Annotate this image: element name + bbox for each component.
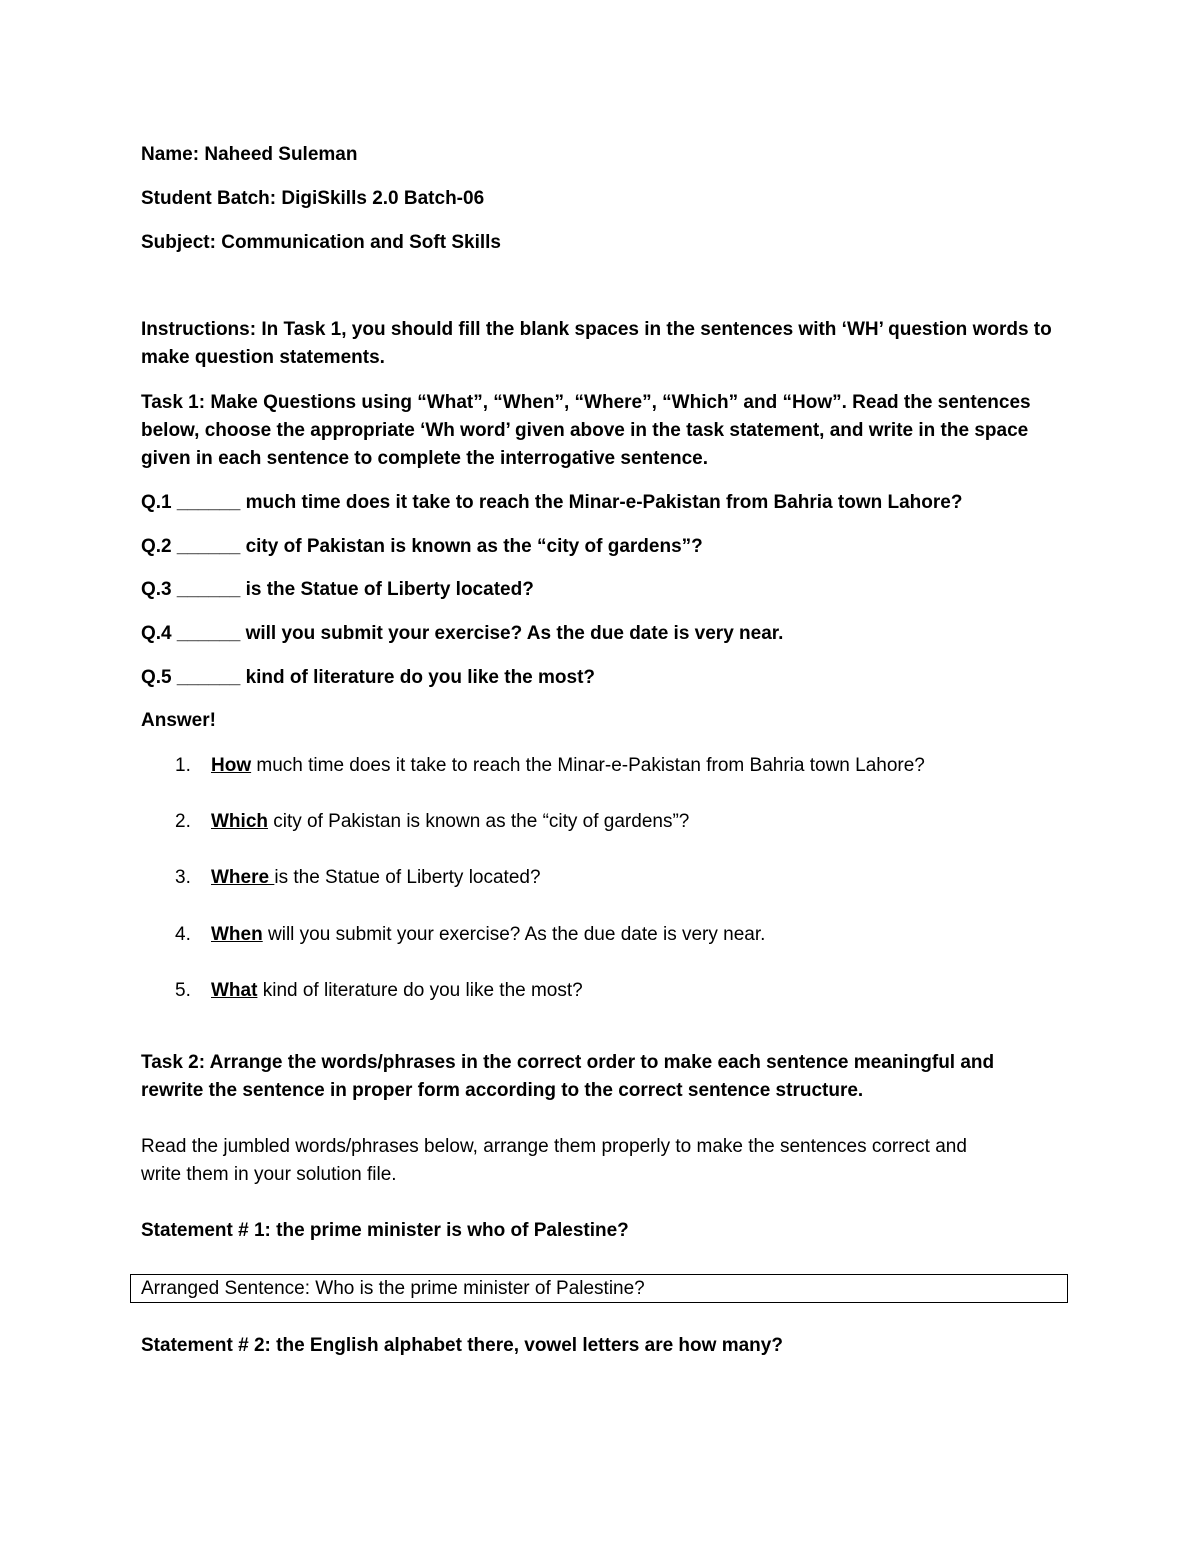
answer-item [175,864,541,892]
answer-item [175,977,583,1005]
question-3: Q.3 ______ is the Statue of Liberty located? [141,579,534,600]
answer-word: How [211,755,252,776]
answer-number: 1. [175,755,191,776]
question-4: Q.4 ______ will you submit your exercise? As the due date is very near. [141,623,784,644]
answer-rest: kind of literature do you like the most? [257,980,583,1001]
answer-word: When [211,924,263,945]
statement-1: Statement # 1: the prime minister is who of Palestine? [141,1220,629,1241]
task2-line-1: Task 2: Arrange the words/phrases in the correct order to make each sentence meaningful and [141,1052,995,1073]
answer-rest: is the Statue of Liberty located? [274,867,541,888]
question-2: Q.2 ______ city of Pakistan is known as the “city of gardens”? [141,536,703,557]
answer-rest: city of Pakistan is known as the “city of gardens”? [268,811,690,832]
arranged-sentence-box [130,1274,1068,1303]
task1-line-2: below, choose the appropriate ‘Wh word’ given above in the task statement, and write in the space [141,420,1029,441]
student-batch: Student Batch: DigiSkills 2.0 Batch-06 [141,188,485,209]
subject: Subject: Communication and Soft Skills [141,232,501,253]
student-name: Name: Naheed Suleman [141,144,358,165]
answer-item [175,921,765,949]
answer-item [175,808,689,836]
answer-rest: will you submit your exercise? As the due date is very near. [262,924,766,945]
answer-word: Where [211,867,275,888]
question-1: Q.1 ______ much time does it take to reach the Minar-e-Pakistan from Bahria town Lahore? [141,492,963,513]
answer-number: 5. [175,980,191,1001]
task2-line-2: rewrite the sentence in proper form according to the correct sentence structure. [141,1080,864,1101]
answer-number: 4. [175,924,191,945]
answer-rest: much time does it take to reach the Minar-e-Pakistan from Bahria town Lahore? [251,755,925,776]
answer-heading: Answer! [141,710,216,731]
task1-line-1: Task 1: Make Questions using “What”, “When”, “Where”, “Which” and “How”. Read the sentences [141,392,1031,413]
instructions-line-2: make question statements. [141,347,385,368]
task2-read-line-1: Read the jumbled words/phrases below, arrange them properly to make the sentences correct and [141,1136,967,1157]
task2-read-line-2: write them in your solution file. [141,1164,397,1185]
arranged-sentence-text: Arranged Sentence: Who is the prime minister of Palestine? [141,1278,645,1299]
answer-word: Which [211,811,268,832]
task1-line-3: given in each sentence to complete the interrogative sentence. [141,448,709,469]
answer-number: 2. [175,811,191,832]
answer-item [175,752,925,780]
question-5: Q.5 ______ kind of literature do you like the most? [141,667,596,688]
answer-number: 3. [175,867,191,888]
statement-2: Statement # 2: the English alphabet there, vowel letters are how many? [141,1335,783,1356]
answer-word: What [211,980,258,1001]
instructions-line-1: Instructions: In Task 1, you should fill the blank spaces in the sentences with ‘WH’ question words to [141,319,1052,340]
